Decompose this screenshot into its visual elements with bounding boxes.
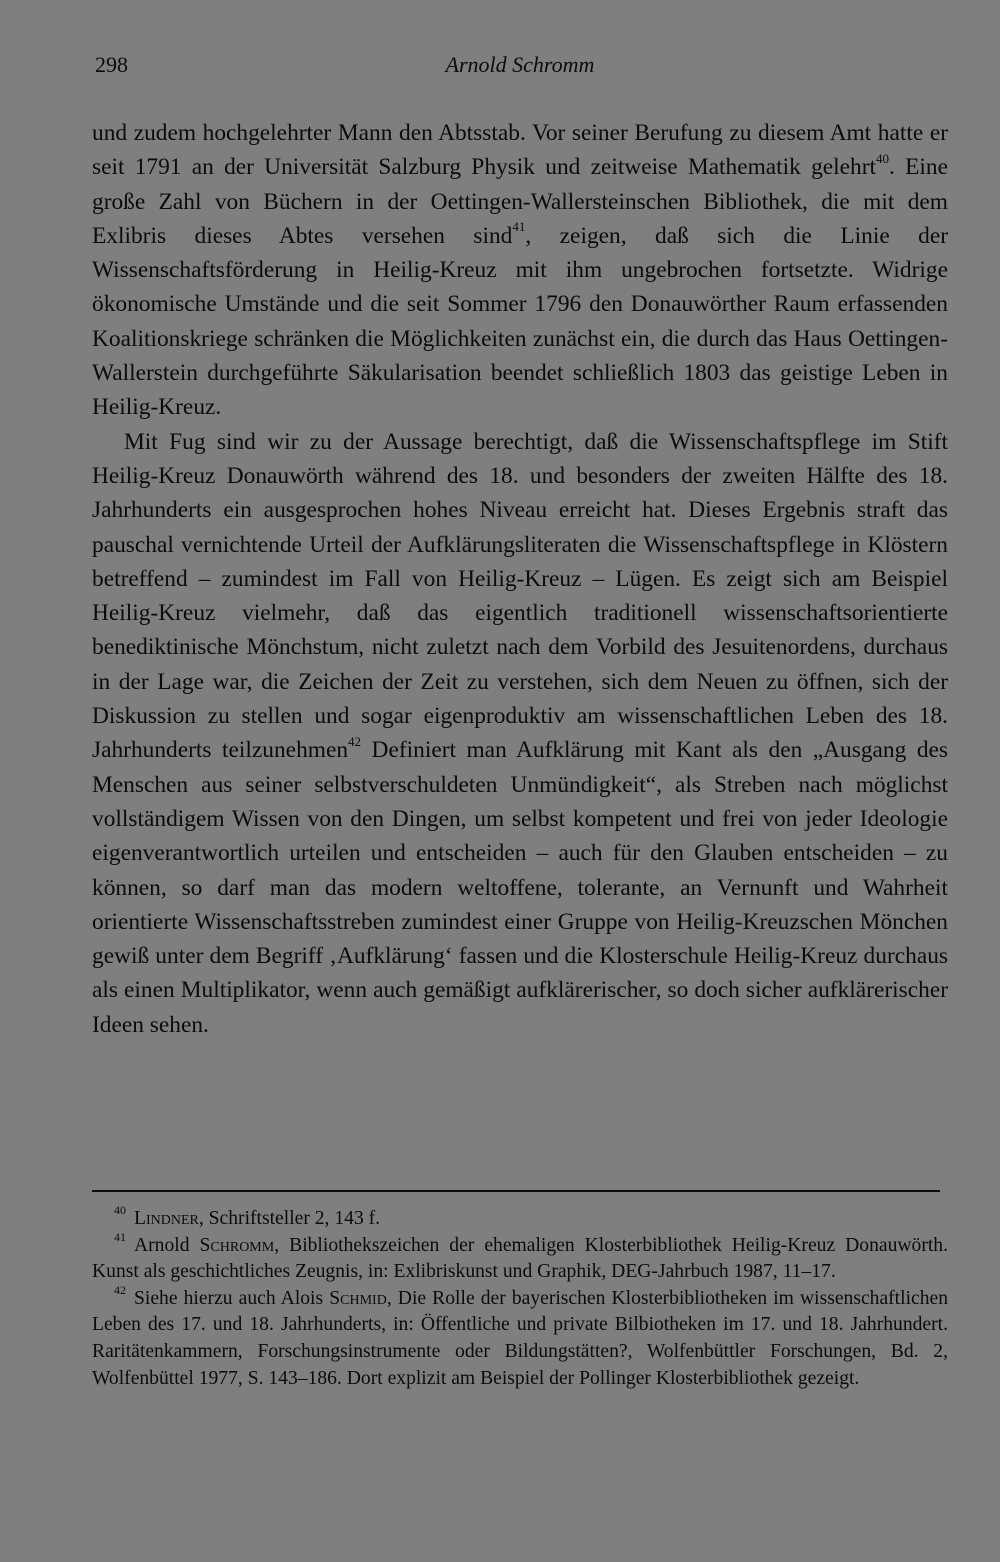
page-number: 298 bbox=[95, 52, 128, 77]
footnote-number: 42 bbox=[114, 1283, 126, 1298]
footnotes bbox=[92, 1203, 948, 1392]
footnote-number: 40 bbox=[114, 1203, 126, 1218]
body-text bbox=[92, 116, 948, 1042]
running-head bbox=[95, 52, 945, 82]
text-run: Siehe hierzu auch Alois bbox=[134, 1287, 330, 1309]
text-run: Mit Fug sind wir zu der Aussage berechtigt, daß die Wissenschaftspflege im Stift Heilig-Kreuz Donauwörth während des 18. und besonders der zweiten Hälfte des 18. Jahrhunderts ein ausgesprochen hohes Niveau erreicht hat. Dieses Ergebnis straft das pauschal vernichtende Urteil der Aufklärungsliteraten die Wissenschaftspflege in Klöstern betreffend – zumindest im Fall von Heilig-Kreuz – Lügen. Es zeigt sich am Beispiel Heilig-Kreuz vielmehr, daß das eigentlich traditionell wissenschaftsorientierte benediktinische Mönchstum, nicht zuletzt nach dem Vorbild des Jesuitenordens, durchaus in der Lage war, die Zeichen der Zeit zu verstehen, sich dem Neuen zu öffnen, sich der Diskussion zu stellen und sogar eigenproduktiv am wissenschaftlichen Leben des 18. Jahrhunderts teilzunehmen bbox=[92, 428, 948, 764]
text-run: , zeigen, daß sich die Linie der Wissenschaftsförderung in Heilig-Kreuz mit ihm ungebrochen fortsetzte. Widrige ökonomische Umstände und die seit Sommer 1796 den Donauwörther Raum erfassenden Koalitionskriege schränken die Möglichkeiten zunächst ein, die durch das Haus Oettingen-Wallerstein durchgeführte Säkularisation beendet schließlich 1803 das geistige Leben in Heilig-Kreuz. bbox=[92, 222, 949, 421]
text-run: , Schriftsteller 2, 143 f. bbox=[198, 1208, 381, 1229]
text-run: . Eine große Zahl von Büchern in der Oettingen-Wallersteinschen Bibliothek, die mit dem Exlibris dieses Abtes versehen sind bbox=[92, 154, 948, 249]
footnote bbox=[92, 1203, 948, 1233]
text-run: Arnold bbox=[134, 1234, 200, 1256]
footnote-divider bbox=[92, 1190, 940, 1192]
text-run: und zudem hochgelehrter Mann den Abtsstab. Vor seiner Berufung zu diesem Amt hatte er seit 1791 an der Universität Salzburg Physik und zeitweise Mathematik gelehrt bbox=[92, 120, 948, 181]
text-run: , Die Rolle der bayerischen Klosterbibliotheken im wissenschaftlichen Leben des 17. und 18. Jahrhunderts, in: Öffentliche und private Bilbiotheken im 17. und 18. Jahrhundert. Raritätenkammern, Forschungsinstrumente oder Bildungstätten?, Wolfenbüttler Forschungen, Bd. 2, Wolfenbüttel 1977, S. 143–186. Dort explizit am Beispiel der Pollinger Klosterbibliothek gezeigt. bbox=[92, 1287, 948, 1389]
text-run: Definiert man Aufklärung mit Kant als den „Ausgang des Menschen aus seiner selbstverschuldeten Unmündigkeit“, als Streben nach möglichst vollständigem Wissen von den Dingen, um selbst kompetent und frei von jeder Ideologie eigenverantwortlich urteilen und entscheiden – auch für den Glauben entscheiden – zu können, so darf man das modern weltoffene, tolerante, an Vernunft und Wahrheit orientierte Wissenschaftsstreben zumindest einer Gruppe von Heilig-Kreuzschen Mönchen gewiß unter dem Begriff ‚Aufklärung‘ fassen und die Klosterschule Heilig-Kreuz durchaus als einen Multiplikator, wenn auch gemäßigt aufklärerischer, so doch sicher aufklärerischer Ideen sehen. bbox=[92, 737, 949, 1038]
running-head-author: Arnold Schromm bbox=[445, 52, 595, 77]
footnote-reference: 41 bbox=[512, 219, 526, 235]
footnote-number: 41 bbox=[114, 1230, 126, 1245]
paragraph bbox=[92, 425, 948, 1042]
paragraph bbox=[92, 116, 948, 425]
footnote bbox=[92, 1230, 948, 1286]
text-run: , Bibliothekszeichen der ehemaligen Klosterbibliothek Heilig-Kreuz Donauwörth. Kunst als geschichtliches Zeugnis, in: Exlibriskunst und Graphik, DEG-Jahrbuch 1987, 11–17. bbox=[92, 1234, 948, 1283]
footnote bbox=[92, 1283, 948, 1392]
author-name: Schromm bbox=[199, 1234, 275, 1256]
author-name: Schmid bbox=[329, 1287, 387, 1309]
author-name: Lindner bbox=[134, 1208, 199, 1229]
footnote-reference: 40 bbox=[876, 150, 890, 166]
footnote-reference: 42 bbox=[348, 733, 362, 749]
